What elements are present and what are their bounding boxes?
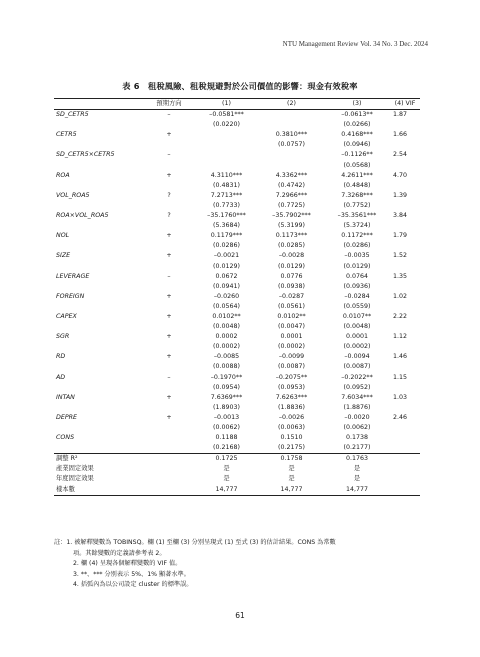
model-2-cell: 0.0102** bbox=[277, 312, 306, 320]
expected-sign-cell: + bbox=[166, 312, 172, 320]
model-3-cell: 0.0001 bbox=[345, 333, 369, 341]
model-1-cell bbox=[194, 140, 259, 150]
vif-cell: 2.22 bbox=[393, 312, 408, 320]
column-header: (2) bbox=[259, 99, 324, 110]
model-3-cell: –0.0284 bbox=[344, 292, 370, 300]
model-1-cell: (1.8903) bbox=[213, 403, 240, 411]
model-1-cell: (0.0954) bbox=[213, 383, 240, 391]
stats-row bbox=[54, 454, 420, 465]
model-2-cell: 0.1173*** bbox=[275, 232, 308, 240]
variable-cell bbox=[54, 221, 144, 231]
model-1-cell: –0.0085 bbox=[213, 353, 240, 361]
journal-header: NTU Management Review Vol. 34 No. 3 Dec. 2024 bbox=[282, 40, 428, 48]
table-row bbox=[54, 443, 420, 454]
model-3-cell: –0.0094 bbox=[344, 353, 370, 361]
vif-cell bbox=[390, 201, 420, 211]
variable-cell bbox=[54, 161, 144, 171]
table-row bbox=[54, 191, 420, 201]
model-3-cell: 7.3268*** bbox=[341, 191, 373, 199]
model-1-cell: 7.2713*** bbox=[210, 191, 243, 199]
variable-cell: VOL_ROA5 bbox=[56, 191, 90, 199]
model-2-cell: –0.0099 bbox=[278, 353, 305, 361]
model-2-cell: 7.6263*** bbox=[275, 393, 308, 401]
model-1-cell: (0.2168) bbox=[213, 444, 240, 452]
model-1-cell: –0.0021 bbox=[213, 252, 240, 260]
vif-cell bbox=[390, 140, 420, 150]
model-1-cell: (0.0286) bbox=[213, 242, 240, 250]
variable-cell: AD bbox=[56, 373, 66, 381]
model-3-cell: (0.0286) bbox=[343, 242, 371, 250]
model-1-cell: 4.3110*** bbox=[210, 171, 243, 179]
expected-sign-cell bbox=[144, 383, 194, 393]
model-3-cell: (0.0129) bbox=[343, 262, 371, 270]
table-row bbox=[54, 221, 420, 231]
stats-row bbox=[54, 464, 420, 474]
regression-table bbox=[54, 98, 420, 496]
model-1-cell: –0.0013 bbox=[213, 413, 240, 421]
model-3-cell: (0.4848) bbox=[343, 181, 371, 189]
variable-cell bbox=[54, 262, 144, 272]
expected-sign-cell: + bbox=[166, 393, 172, 401]
model-3-cell: (0.0062) bbox=[343, 424, 371, 431]
model-3-cell: (0.0568) bbox=[343, 161, 371, 169]
vif-cell: 1.79 bbox=[393, 232, 408, 240]
column-header: (4) VIF bbox=[390, 99, 420, 110]
table-title: 表 6 租稅風險、租稅規避對於公司價值的影響：現金有效稅率 bbox=[122, 81, 358, 91]
stats-label-cell: 調整 R² bbox=[54, 454, 194, 465]
model-2-cell: (5.3199) bbox=[278, 222, 305, 230]
model-2-cell: (0.0047) bbox=[278, 323, 305, 331]
variable-cell: LEVERAGE bbox=[56, 272, 90, 280]
table-row bbox=[54, 352, 420, 362]
model-2-cell: (0.0087) bbox=[278, 363, 305, 371]
expected-sign-cell: + bbox=[166, 232, 172, 240]
table-row bbox=[54, 262, 420, 272]
variable-cell bbox=[54, 201, 144, 211]
model-2-cell: (0.0938) bbox=[278, 282, 305, 290]
variable-cell: FOREIGN bbox=[56, 292, 85, 300]
vif-cell: 1.03 bbox=[393, 393, 408, 401]
model-2-cell: (0.0953) bbox=[278, 383, 305, 391]
expected-sign-cell bbox=[144, 423, 194, 433]
empty-cell bbox=[390, 464, 420, 474]
model-1-cell: (0.0088) bbox=[213, 363, 240, 371]
expected-sign-cell: – bbox=[167, 272, 171, 280]
model-3-cell: –0.0613** bbox=[341, 111, 373, 119]
expected-sign-cell bbox=[144, 140, 194, 150]
model-3-cell: (1.8876) bbox=[343, 403, 371, 411]
model-2-cell: 0.0001 bbox=[280, 333, 303, 341]
vif-cell bbox=[390, 322, 420, 332]
table-row bbox=[54, 403, 420, 413]
model-1-stat-cell: 是 bbox=[223, 465, 230, 473]
expected-sign-cell bbox=[144, 241, 194, 251]
model-3-cell: (0.0946) bbox=[343, 141, 371, 149]
stats-row bbox=[54, 485, 420, 496]
expected-sign-cell bbox=[144, 403, 194, 413]
vif-cell: 4.70 bbox=[393, 171, 408, 179]
model-1-cell bbox=[194, 130, 259, 140]
table-row bbox=[54, 282, 420, 292]
table-row bbox=[54, 181, 420, 191]
note-line: 2. 欄 (4) 呈現各個解釋變數的 VIF 值。 bbox=[73, 560, 182, 567]
vif-cell bbox=[390, 181, 420, 191]
variable-cell bbox=[54, 403, 144, 413]
vif-cell bbox=[390, 302, 420, 312]
model-2-cell: 7.2966*** bbox=[275, 191, 308, 199]
stats-label-cell: 樣本數 bbox=[56, 485, 75, 493]
expected-sign-cell: + bbox=[166, 131, 172, 139]
variable-cell bbox=[54, 443, 144, 454]
expected-sign-cell: + bbox=[166, 333, 172, 341]
table-body bbox=[54, 110, 420, 496]
model-1-cell: –35.1760*** bbox=[207, 212, 246, 220]
note-line: 項。其餘變數的定義請參考表 2。 bbox=[73, 549, 166, 557]
model-2-cell: 4.3362*** bbox=[275, 171, 308, 179]
column-header: (1) bbox=[194, 99, 259, 110]
model-3-cell: (0.0952) bbox=[343, 383, 371, 391]
vif-cell bbox=[390, 241, 420, 251]
table-row bbox=[54, 211, 420, 221]
variable-cell: CONS bbox=[56, 434, 75, 442]
model-1-cell: (0.0220) bbox=[213, 121, 240, 129]
table-row bbox=[54, 312, 420, 322]
variable-cell bbox=[54, 282, 144, 292]
model-1-stat-cell: 是 bbox=[223, 475, 230, 483]
variable-cell bbox=[54, 302, 144, 312]
model-1-cell: (0.0129) bbox=[213, 262, 240, 270]
model-1-cell: –0.0260 bbox=[213, 292, 240, 300]
model-2-cell: (0.0757) bbox=[278, 141, 305, 149]
model-2-cell: (0.0063) bbox=[278, 424, 305, 431]
variable-cell bbox=[54, 140, 144, 150]
variable-cell bbox=[54, 322, 144, 332]
table-row bbox=[54, 171, 420, 181]
table-row bbox=[54, 342, 420, 352]
vif-cell bbox=[390, 433, 420, 443]
variable-cell bbox=[54, 181, 144, 191]
table-notes bbox=[54, 538, 426, 591]
expected-sign-cell: + bbox=[166, 171, 172, 179]
expected-sign-cell bbox=[144, 262, 194, 272]
model-2-cell: (0.7725) bbox=[278, 201, 305, 209]
variable-cell bbox=[54, 423, 144, 433]
table-row bbox=[54, 292, 420, 302]
expected-sign-cell: + bbox=[166, 292, 172, 300]
vif-cell bbox=[390, 443, 420, 454]
column-header: 預期方向 bbox=[144, 99, 194, 110]
model-1-cell: 0.1179*** bbox=[210, 232, 243, 240]
variable-cell bbox=[54, 383, 144, 393]
table-row bbox=[54, 120, 420, 130]
vif-cell: 1.66 bbox=[393, 131, 408, 139]
vif-cell: 1.39 bbox=[393, 191, 408, 199]
expected-sign-cell: + bbox=[166, 353, 172, 361]
model-2-cell: –0.0028 bbox=[278, 252, 305, 260]
model-1-cell: (0.0941) bbox=[213, 282, 240, 290]
model-2-cell: 0.1510 bbox=[280, 434, 303, 442]
table-row bbox=[54, 140, 420, 150]
model-2-cell: –0.2075** bbox=[275, 373, 308, 381]
variable-cell: SD_CETR5×CETR5 bbox=[56, 151, 115, 159]
model-3-cell: (0.0087) bbox=[343, 363, 371, 371]
expected-sign-cell bbox=[144, 322, 194, 332]
variable-cell: INTAN bbox=[56, 393, 75, 401]
vif-cell bbox=[390, 262, 420, 272]
model-2-stat-cell: 是 bbox=[288, 475, 295, 483]
model-3-stat-cell: 14,777 bbox=[345, 485, 369, 493]
regression-table-container bbox=[54, 98, 420, 496]
model-3-cell: –0.1126** bbox=[341, 151, 373, 159]
variable-cell bbox=[54, 342, 144, 352]
expected-sign-cell bbox=[144, 342, 194, 352]
table-row bbox=[54, 150, 420, 160]
table-row bbox=[54, 231, 420, 241]
note-line: 註：1. 被解釋變數為 TOBINSQ。欄 (1) 至欄 (3) 分別呈現式 (1) 至式 (3) 的估計結果。CONS 為常數 bbox=[54, 539, 336, 546]
model-2-cell bbox=[259, 161, 324, 171]
model-1-cell: (0.0002) bbox=[213, 343, 240, 351]
model-3-cell: (0.2177) bbox=[343, 444, 371, 452]
expected-sign-cell bbox=[144, 201, 194, 211]
model-2-cell: –0.0026 bbox=[278, 413, 305, 421]
model-1-cell: (0.0564) bbox=[213, 302, 240, 310]
variable-cell: RD bbox=[56, 353, 66, 361]
vif-cell bbox=[390, 383, 420, 393]
model-1-stat-cell: 0.1725 bbox=[194, 454, 259, 465]
model-1-cell: 7.6369*** bbox=[210, 393, 243, 401]
table-row bbox=[54, 373, 420, 383]
vif-cell bbox=[390, 161, 420, 171]
page-number: 61 bbox=[235, 611, 245, 620]
model-1-cell: 0.0672 bbox=[215, 272, 238, 280]
vif-cell: 1.52 bbox=[393, 252, 408, 260]
model-2-cell: (1.8836) bbox=[278, 403, 305, 411]
note-line: 3. **、*** 分別表示 5%、1% 顯著水準。 bbox=[73, 570, 190, 578]
model-1-cell bbox=[194, 161, 259, 171]
model-3-cell: –0.0020 bbox=[344, 413, 370, 421]
model-1-cell bbox=[194, 150, 259, 160]
model-2-stat-cell: 是 bbox=[288, 465, 295, 473]
vif-cell: 1.35 bbox=[393, 272, 408, 280]
expected-sign-cell: + bbox=[166, 413, 172, 421]
variable-cell: ROA×VOL_ROA5 bbox=[56, 212, 109, 220]
variable-cell: NOL bbox=[56, 232, 70, 240]
table-row bbox=[54, 161, 420, 171]
model-2-cell: –35.7902*** bbox=[272, 212, 311, 220]
model-1-cell: (0.7733) bbox=[213, 201, 240, 209]
model-2-cell: (0.0561) bbox=[278, 302, 305, 310]
vif-cell: 1.46 bbox=[393, 353, 408, 361]
note-line: 4. 括弧內為以公司設定 cluster 的標準誤。 bbox=[73, 581, 193, 588]
table-row bbox=[54, 393, 420, 403]
table-row bbox=[54, 423, 420, 433]
model-3-stat-cell: 0.1763 bbox=[324, 454, 390, 465]
table-row bbox=[54, 241, 420, 251]
table-row bbox=[54, 251, 420, 261]
model-3-cell: 0.0764 bbox=[345, 272, 369, 280]
empty-cell bbox=[390, 485, 420, 496]
model-3-cell: 0.0107** bbox=[342, 312, 372, 320]
vif-cell: 1.87 bbox=[393, 111, 408, 119]
model-2-cell: (0.2175) bbox=[278, 444, 305, 452]
variable-cell: ROA bbox=[56, 171, 70, 179]
table-row bbox=[54, 272, 420, 282]
model-3-cell: 0.1738 bbox=[345, 434, 369, 442]
model-3-cell: –0.2022** bbox=[341, 373, 373, 381]
table-row bbox=[54, 110, 420, 121]
variable-cell: DEPRE bbox=[56, 413, 77, 421]
vif-cell bbox=[390, 221, 420, 231]
table-row bbox=[54, 332, 420, 342]
table-row bbox=[54, 130, 420, 140]
column-header: (3) bbox=[324, 99, 390, 110]
model-1-cell: –0.1970** bbox=[210, 373, 243, 381]
model-3-cell: 4.2611*** bbox=[341, 171, 373, 179]
vif-cell: 1.12 bbox=[393, 333, 408, 341]
expected-sign-cell bbox=[144, 302, 194, 312]
vif-cell: 3.84 bbox=[393, 212, 408, 220]
variable-cell bbox=[54, 241, 144, 251]
model-2-cell: (0.0285) bbox=[278, 242, 305, 250]
model-3-cell: (0.0048) bbox=[343, 323, 371, 331]
model-2-cell: (0.0002) bbox=[278, 343, 305, 351]
table-row bbox=[54, 433, 420, 443]
model-2-cell: 0.3810*** bbox=[275, 131, 308, 139]
model-3-cell: (5.3724) bbox=[343, 222, 371, 230]
expected-sign-cell bbox=[144, 433, 194, 443]
expected-sign-cell bbox=[144, 120, 194, 130]
table-row bbox=[54, 362, 420, 372]
model-2-cell bbox=[259, 110, 324, 121]
vif-cell bbox=[390, 362, 420, 372]
model-3-cell: (0.0266) bbox=[343, 121, 371, 129]
variable-cell: SD_CETR5 bbox=[56, 111, 89, 119]
model-2-stat-cell: 14,777 bbox=[280, 485, 303, 493]
expected-sign-cell bbox=[144, 443, 194, 454]
stats-row bbox=[54, 474, 420, 484]
vif-cell bbox=[390, 403, 420, 413]
vif-cell bbox=[390, 423, 420, 433]
model-3-cell: (0.7752) bbox=[343, 201, 371, 209]
variable-cell: SGR bbox=[56, 333, 70, 341]
model-2-cell: –0.0287 bbox=[278, 292, 305, 300]
model-2-cell: 0.0776 bbox=[280, 272, 303, 280]
model-3-stat-cell: 是 bbox=[353, 465, 361, 473]
model-1-cell: 0.0102** bbox=[212, 312, 241, 320]
expected-sign-cell bbox=[144, 181, 194, 191]
expected-sign-cell: ? bbox=[167, 191, 171, 199]
model-1-cell: 0.1188 bbox=[215, 434, 238, 442]
stats-label-cell: 產業固定效果 bbox=[56, 465, 94, 473]
model-3-stat-cell: 是 bbox=[353, 475, 361, 483]
model-1-stat-cell: 14,777 bbox=[215, 485, 238, 493]
model-3-cell: 0.1172*** bbox=[341, 232, 373, 240]
model-1-cell: (0.0062) bbox=[213, 424, 240, 431]
model-1-cell: (0.0048) bbox=[213, 323, 240, 331]
expected-sign-cell: – bbox=[167, 151, 171, 159]
vif-cell bbox=[390, 342, 420, 352]
model-3-cell: (0.0936) bbox=[343, 282, 371, 290]
column-header bbox=[54, 99, 144, 110]
variable-cell: CETR5 bbox=[56, 131, 77, 139]
model-2-cell: (0.0129) bbox=[278, 262, 305, 270]
vif-cell: 2.46 bbox=[393, 413, 408, 421]
expected-sign-cell bbox=[144, 362, 194, 372]
expected-sign-cell bbox=[144, 221, 194, 231]
vif-cell: 1.02 bbox=[393, 292, 408, 300]
model-3-cell: –0.0035 bbox=[344, 252, 370, 260]
model-3-cell: 0.4168*** bbox=[341, 131, 373, 139]
vif-cell bbox=[390, 282, 420, 292]
vif-cell bbox=[390, 120, 420, 130]
variable-cell: CAPEX bbox=[56, 312, 77, 320]
model-3-cell: (0.0559) bbox=[343, 302, 371, 310]
expected-sign-cell bbox=[144, 161, 194, 171]
expected-sign-cell: ? bbox=[167, 212, 171, 220]
empty-cell bbox=[390, 454, 420, 465]
model-1-cell: (0.4831) bbox=[213, 181, 240, 189]
table-header-row bbox=[54, 99, 420, 110]
model-1-cell: 0.0002 bbox=[215, 333, 238, 341]
expected-sign-cell bbox=[144, 282, 194, 292]
expected-sign-cell: + bbox=[166, 252, 172, 260]
model-1-cell: –0.0581*** bbox=[209, 111, 244, 119]
model-2-stat-cell: 0.1758 bbox=[259, 454, 324, 465]
model-2-cell bbox=[259, 150, 324, 160]
table-row bbox=[54, 383, 420, 393]
expected-sign-cell: – bbox=[167, 111, 171, 119]
table-row bbox=[54, 322, 420, 332]
model-3-cell: (0.0002) bbox=[343, 343, 371, 351]
table-row bbox=[54, 201, 420, 211]
model-2-cell bbox=[259, 120, 324, 130]
model-3-cell: 7.6034*** bbox=[341, 393, 373, 401]
table-row bbox=[54, 413, 420, 423]
stats-label-cell: 年度固定效果 bbox=[56, 475, 94, 483]
model-2-cell: (0.4742) bbox=[278, 181, 305, 189]
variable-cell bbox=[54, 120, 144, 130]
vif-cell: 2.54 bbox=[393, 151, 408, 159]
model-3-cell: –35.3561*** bbox=[337, 212, 377, 220]
vif-cell: 1.15 bbox=[393, 373, 408, 381]
variable-cell: SIZE bbox=[56, 252, 71, 260]
table-row bbox=[54, 302, 420, 312]
model-1-cell: (5.3684) bbox=[213, 222, 240, 230]
expected-sign-cell: – bbox=[167, 373, 171, 381]
variable-cell bbox=[54, 362, 144, 372]
empty-cell bbox=[390, 474, 420, 484]
